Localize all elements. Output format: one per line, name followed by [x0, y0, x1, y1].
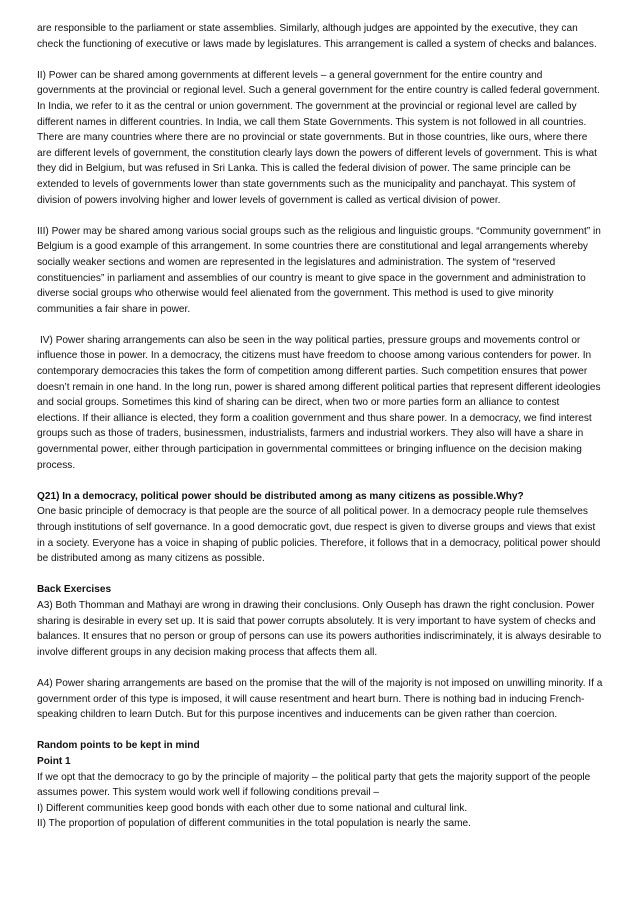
- point-1-condition-i: I) Different communities keep good bonds with each other due to some national and cultural link.: [37, 802, 468, 814]
- random-points-heading: Random points to be kept in mind: [37, 740, 200, 752]
- paragraph-levels-of-government: II) Power can be shared among governments at different levels – a general government for the entire country and governments at the provincial or regional level. Such a general government for the entire country is called federal government. In India, we refer to it as the central or union government. The government at the provincial or regional level are called by different names in different countries. In India, we call them State Governments. This system is not followed in all countries. There are many countries where there are no provincial or state governments. But in those countries, like ours, where there are different levels of government, the constitution clearly lays down the powers of different levels of government. This is what they did in Belgium, but was refused in Sri Lanka. This is called the federal division of power. The same principle can be extended to levels of governments lower than state governments such as the municipality and panchayat. This system of division of powers involving higher and lower levels of government is called as vertical division of power.: [37, 69, 600, 206]
- point-1-intro: If we opt that the democracy to go by the principle of majority – the political party that gets the majority support of the people assumes power. This system would work well if following conditions prevail –: [37, 771, 591, 799]
- paragraph-social-groups: III) Power may be shared among various social groups such as the religious and linguistic groups. “Community government” in Belgium is a good example of this arrangement. In some countries there are constitutional and legal arrangements whereby socially weaker sections and women are represented in the legislatures and administration. The system of “reserved constituencies” in parliament and assemblies of our country is meant to give space in the government and administration to diverse social groups who otherwise would feel alienated from the government. This method is used to give minority communities a fair share in power.: [37, 225, 601, 315]
- point-1-heading: Point 1: [37, 755, 71, 767]
- point-1-condition-ii: II) The proportion of population of different communities in the total population is nearly the same.: [37, 818, 471, 830]
- paragraph-political-parties: IV) Power sharing arrangements can also be seen in the way political parties, pressure groups and movements control or influence those in power. In a democracy, the citizens must have freedom to choose among various contenders for power. In contemporary democracies this takes the form of competition among different parties. Such competition ensures that power doesn’t remain in one hand. In the long run, power is shared among different political parties that represent different ideologies and social groups. Sometimes this kind of sharing can be direct, when two or more parties form an alliance to contest elections. If their alliance is elected, they form a coalition government and thus share power. In a democracy, we find interest groups such as those of traders, businessmen, industrialists, farmers and industrial workers. They also will have a share in governmental power, either through participation in governmental committees or bringing influence on the decision making process.: [37, 334, 601, 471]
- answer-a3: A3) Both Thomman and Mathayi are wrong in drawing their conclusions. Only Ouseph has drawn the right conclusion. Power sharing is desirable in every set up. It is said that power corrupts absolutely. It is very important to have system of checks and balances. It ensures that no person or group of persons can use its powers authorities indiscriminately, it is always desirable to involve different groups in any decision making process that affects them all.: [37, 599, 602, 658]
- question-21-answer: One basic principle of democracy is that people are the source of all political power. In a democracy people rule themselves through institutions of self governance. In a good democratic govt, due respect is given to diverse groups and views that exist in a society. Everyone has a voice in shaping of public policies. Therefore, it follows that in a democracy, political power should be distributed among as many citizens as possible.: [37, 506, 601, 565]
- answer-a4: A4) Power sharing arrangements are based on the promise that the will of the majority is not imposed on unwilling minority. If a government order of this type is imposed, it will cause resentment and heart burn. There is nothing bad in inducing French-speaking children to learn Dutch. But for this purpose incentives and inducements can be given rather than coercion.: [37, 677, 603, 721]
- document-page: [37, 21, 603, 832]
- paragraph-checks-and-balances: are responsible to the parliament or state assemblies. Similarly, although judges are appointed by the executive, they can check the functioning of executive or laws made by legislatures. This arrangement is called a system of checks and balances.: [37, 23, 597, 50]
- question-21-heading: Q21) In a democracy, political power should be distributed among as many citizens as possible.Why?: [37, 490, 524, 502]
- back-exercises-heading: Back Exercises: [37, 584, 112, 596]
